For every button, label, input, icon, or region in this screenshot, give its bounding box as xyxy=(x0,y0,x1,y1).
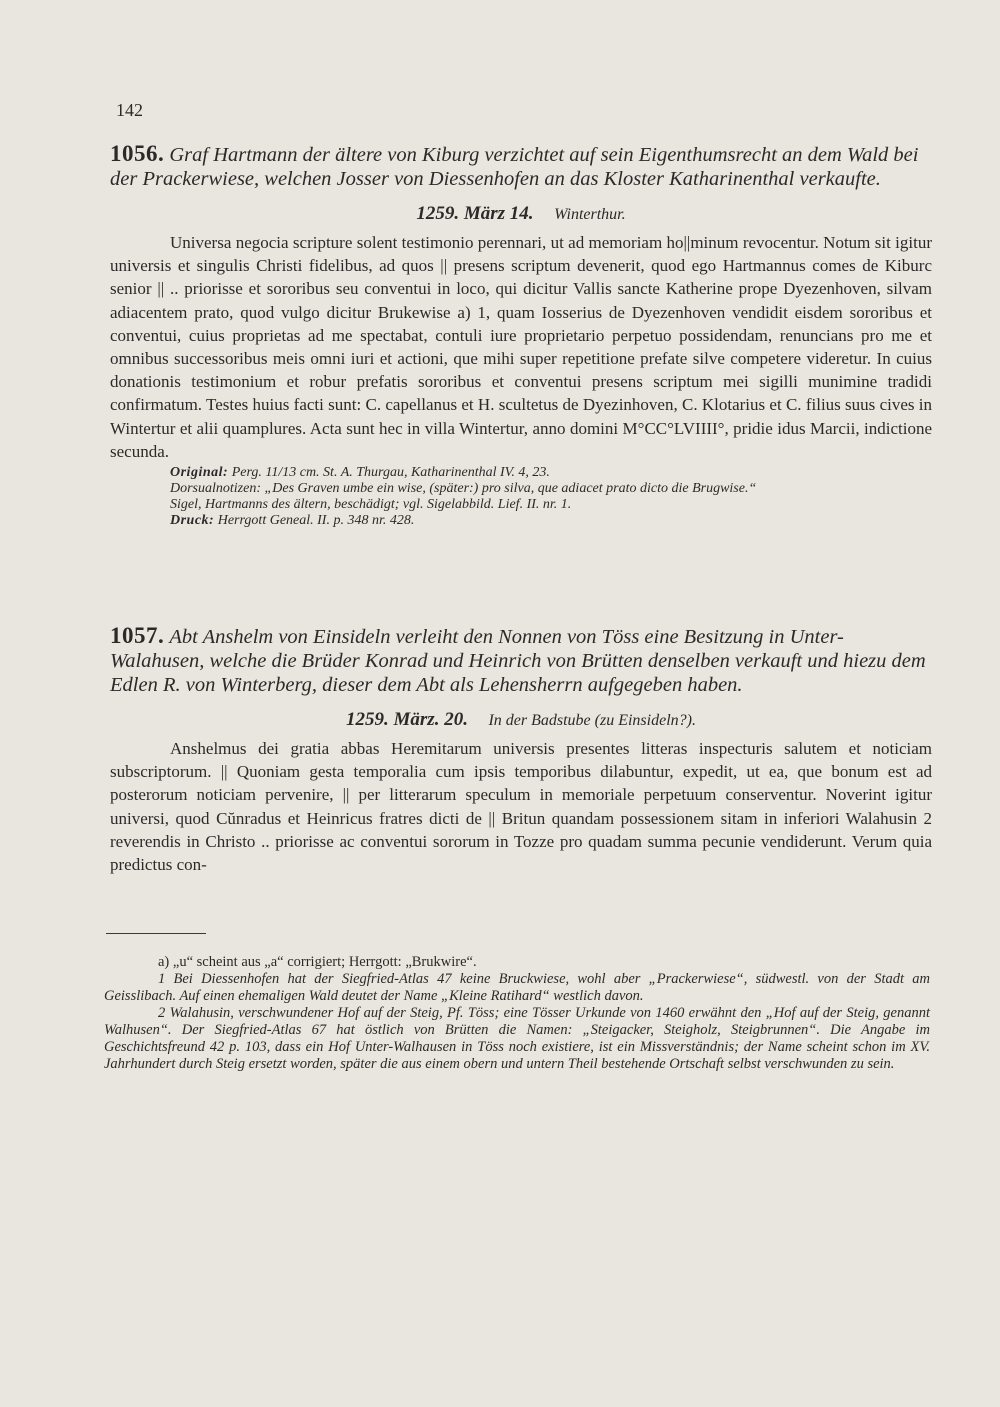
seal-note xyxy=(170,497,932,513)
date-line xyxy=(110,709,932,731)
footnote-a: a) „u“ scheint aus „a“ corrigiert; Herrgott: „Brukwire“. xyxy=(158,954,477,970)
note-label: Original: xyxy=(170,465,229,481)
entry-place: Winterthur. xyxy=(554,206,626,223)
footnotes xyxy=(104,954,930,1073)
note-label: Druck: xyxy=(170,513,215,529)
entry-summary: Graf Hartmann der ältere von Kiburg verzichtet auf sein Eigenthumsrecht an dem Wald bei der Prackerwiese, welchen Josser von Diessenhofen an das Kloster Katharinenthal verkaufte. xyxy=(110,144,919,190)
footnote-1: 1 Bei Diessenhofen hat der Siegfried-Atlas 47 keine Bruckwiese, wohl aber „Prackerwiese“, südwestl. von der Stadt am Geisslibach. Auf einen ehemaligen Wald deutet der Name „Kleine Ratihard“ westlich davon. xyxy=(104,971,930,1004)
entry-heading xyxy=(110,142,932,191)
charter-paragraph: Anshelmus dei gratia abbas Heremitarum universis presentes litteras inspecturis salutem et noticiam subscriptorum. || Quoniam gesta temporalia cum ipsis temporibus dilabuntur, expedit, ut ea, que bonum est ad posterorum noticiam pervenire, || per litterarum speculum in memoriale perpetuum conserventur. Noverint igitur universi, quod Cŭnradus et Heinricus fratres dicti de || Britun quandam possessionem sitam in inferiori Walahusin 2 reverendis in Christo .. priorisse ac conventui sororum in Tozze pro quadam summa pecunie vendiderunt. Verum quia predictus con- xyxy=(110,739,932,875)
note-text: „Des Graven umbe ein wise, (später:) pro silva, que adiacet prato dicto die Brugwise.“ xyxy=(264,481,757,497)
original-note xyxy=(170,465,932,481)
entry-heading xyxy=(110,624,932,697)
dorsual-note xyxy=(170,481,932,497)
charter-text xyxy=(110,231,932,463)
entry-number: 1056. xyxy=(110,141,165,166)
page-number: 142 xyxy=(116,100,143,120)
note-text: Sigel, Hartmanns des ältern, beschädigt; vgl. Sigelabbild. Lief. II. nr. 1. xyxy=(170,497,572,513)
print-note xyxy=(170,513,932,529)
entry-summary: Abt Anshelm von Einsideln verleiht den Nonnen von Töss eine Besitzung in Unter-Walahusen, welche die Brüder Konrad und Heinrich von Brütten denselben verkauft und hiezu dem Edlen R. von Winterberg, dieser dem Abt als Lehensherrn aufgegeben haben. xyxy=(110,626,926,696)
charter-entry-1056 xyxy=(110,142,932,529)
entry-date: 1259. März 14. xyxy=(416,203,534,224)
footnote-rule xyxy=(106,933,206,934)
note-text: Herrgott Geneal. II. p. 348 nr. 428. xyxy=(217,513,415,529)
entry-place: In der Badstube (zu Einsideln?). xyxy=(488,712,696,729)
note-label: Dorsualnotizen: xyxy=(170,481,261,497)
charter-text xyxy=(110,737,932,876)
date-line xyxy=(110,203,932,225)
footnote-2: 2 Walahusin, verschwundener Hof auf der Steig, Pf. Töss; eine Tösser Urkunde von 1460 erwähnt den „Hof auf der Steig, genannt Walhusen“. Der Siegfried-Atlas 67 hat östlich von Brütten die Namen: „Steigacker, Steigholz, Steigbrunnen“. Die Angabe im Geschichtsfreund 42 p. 103, dass ein Hof Unter-Walhausen in Töss noch existiere, ist ein Missverständnis; der Name scheint schon im XV. Jahrhundert durch Steig ersetzt worden, später die aus einem obern und untern Theil bestehende Ortschaft selbst verschwunden zu sein. xyxy=(104,1005,930,1072)
source-notes xyxy=(110,465,932,529)
charter-paragraph: Universa negocia scripture solent testimonio perennari, ut ad memoriam ho||minum revocentur. Notum sit igitur universis et singulis Christi fidelibus, ad quos || presens scriptum devenerit, quod ego Hartmannus comes de Kiburc senior || .. priorisse et sororibus seu conventui in loco, qui dicitur Vallis sancte Katherine prope Dyezenhoven, silvam adiacentem prato, quod vulgo dicitur Brukewise a) 1, quam Iosserius de Dyezenhoven vendidit eisdem sororibus et conventui, cuius proprietas ad me spectabat, contuli iure proprietario perpetuo possidendam, renuncians pro me et omnibus successoribus meis omni iuri et actioni, que mihi super repetitione prefate silve competere videretur. In cuius donationis testimonium et robur prefatis sororibus et conventui presens scriptum mei sigilli munimine tradidi confirmatum. Testes huius facti sunt: C. capellanus et H. scultetus de Dyezinhoven, C. Klotarius et C. filius suus cives in Wintertur et alii quamplures. Acta sunt hec in villa Wintertur, anno domini M°CC°LVIIII°, pridie idus Marcii, indictione secunda. xyxy=(110,233,932,461)
charter-entry-1057 xyxy=(110,624,932,876)
entry-number: 1057. xyxy=(110,623,165,648)
note-text: Perg. 11/13 cm. St. A. Thurgau, Katharinenthal IV. 4, 23. xyxy=(231,465,550,481)
entry-date: 1259. März. 20. xyxy=(346,709,468,730)
